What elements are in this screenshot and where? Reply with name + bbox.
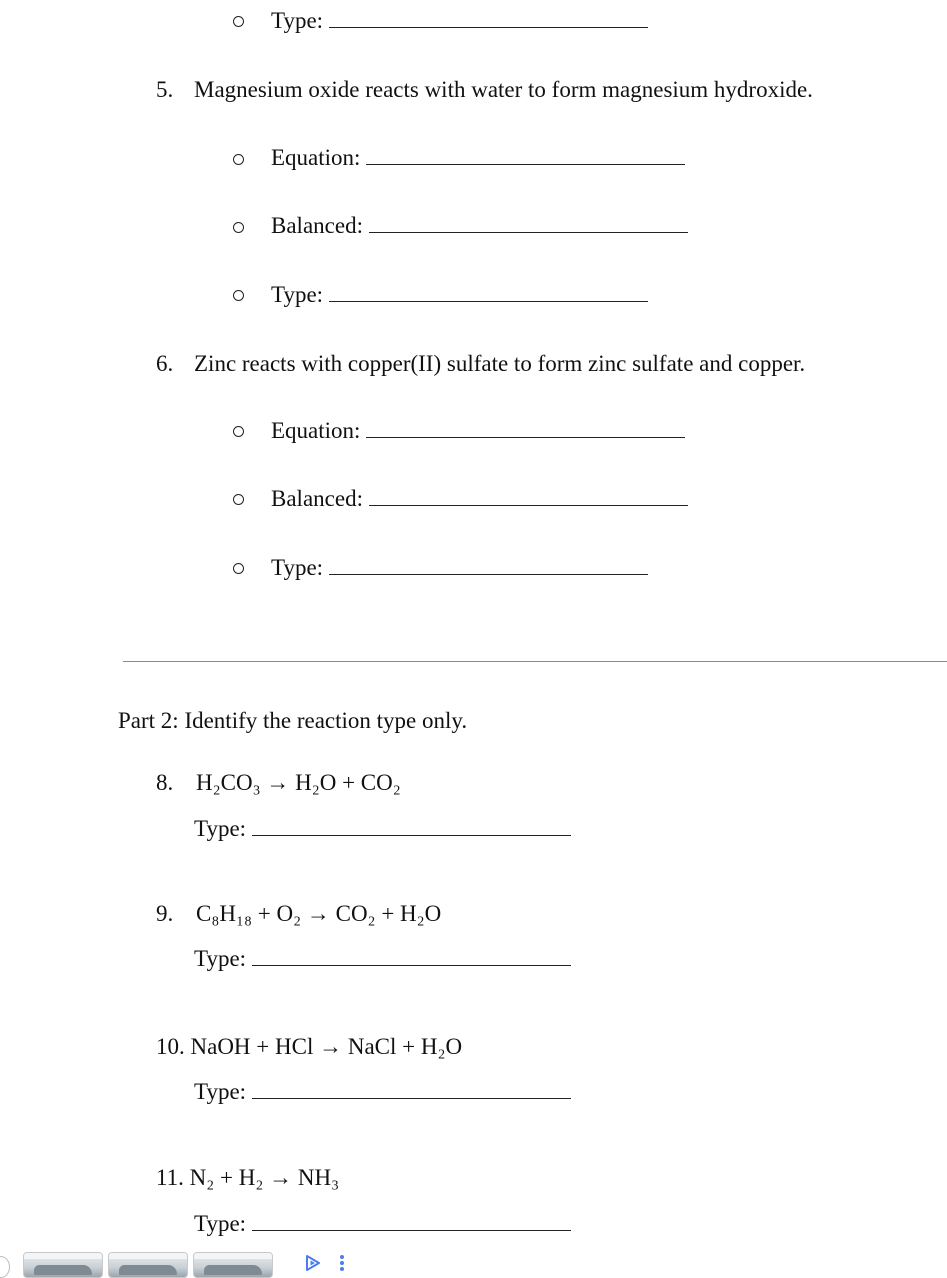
more-vertical-icon[interactable] bbox=[338, 1254, 346, 1272]
bullet-icon bbox=[233, 154, 244, 165]
type-label: Type: bbox=[271, 555, 324, 580]
question-number: 5. bbox=[156, 77, 174, 102]
answer-blank[interactable] bbox=[369, 232, 688, 233]
question-number: 8. bbox=[156, 770, 174, 795]
reaction-equation: N₂ + H₂ → NH₃ bbox=[189, 1165, 340, 1190]
question-11 bbox=[156, 1166, 339, 1189]
balanced-label: Balanced: bbox=[271, 213, 363, 238]
type-label: Type: bbox=[194, 816, 247, 841]
ad-thumbnail[interactable] bbox=[193, 1252, 273, 1278]
bullet-icon bbox=[233, 426, 244, 437]
q6-equation-line bbox=[271, 419, 685, 442]
answer-blank[interactable] bbox=[329, 27, 648, 28]
answer-blank[interactable] bbox=[369, 505, 688, 506]
q8-type-line bbox=[194, 817, 571, 840]
question-number: 10. bbox=[156, 1034, 185, 1059]
question-number: 6. bbox=[156, 351, 174, 376]
answer-blank[interactable] bbox=[252, 835, 571, 836]
type-label: Type: bbox=[194, 1211, 247, 1236]
ad-left-button[interactable] bbox=[0, 1256, 10, 1278]
type-label: Type: bbox=[271, 8, 324, 33]
bullet-icon bbox=[233, 563, 244, 574]
reaction-equation: H₂CO₃ → H₂O + CO₂ bbox=[196, 770, 401, 795]
question-number: 9. bbox=[156, 901, 174, 926]
ad-thumbnail[interactable] bbox=[23, 1252, 103, 1278]
bullet-icon bbox=[233, 222, 244, 233]
answer-blank[interactable] bbox=[366, 164, 685, 165]
question-prompt: Zinc reacts with copper(II) sulfate to form zinc sulfate and copper. bbox=[194, 351, 806, 376]
section-divider bbox=[123, 661, 947, 662]
q5-balanced-line bbox=[271, 214, 688, 237]
type-label: Type: bbox=[194, 946, 247, 971]
question-5 bbox=[156, 78, 813, 101]
answer-blank[interactable] bbox=[329, 574, 648, 575]
q10-type-line bbox=[194, 1080, 571, 1103]
ad-thumbnail[interactable] bbox=[108, 1252, 188, 1278]
bullet-icon bbox=[233, 494, 244, 505]
q9-type-line bbox=[194, 947, 571, 970]
bullet-icon bbox=[233, 290, 244, 301]
q6-type-line bbox=[271, 556, 648, 579]
equation-label: Equation: bbox=[271, 145, 361, 170]
answer-blank[interactable] bbox=[252, 1098, 571, 1099]
question-9 bbox=[156, 902, 441, 925]
play-triangle-icon[interactable] bbox=[304, 1254, 322, 1272]
question-prompt: Magnesium oxide reacts with water to form magnesium hydroxide. bbox=[194, 77, 813, 102]
reaction-equation: C₈H₁₈ + O₂ → CO₂ + H₂O bbox=[196, 901, 442, 926]
answer-blank[interactable] bbox=[252, 965, 571, 966]
q6-balanced-line bbox=[271, 487, 688, 510]
question-6 bbox=[156, 352, 805, 375]
type-label: Type: bbox=[271, 282, 324, 307]
question-8 bbox=[156, 771, 401, 794]
answer-blank[interactable] bbox=[329, 301, 648, 302]
q5-type-line bbox=[271, 283, 648, 306]
q11-type-line bbox=[194, 1212, 571, 1235]
equation-label: Equation: bbox=[271, 418, 361, 443]
q5-equation-line bbox=[271, 146, 685, 169]
type-label: Type: bbox=[194, 1079, 247, 1104]
top-type-line bbox=[271, 9, 648, 32]
part2-heading: Part 2: Identify the reaction type only. bbox=[118, 708, 468, 733]
question-number: 11. bbox=[156, 1165, 184, 1190]
answer-blank[interactable] bbox=[252, 1230, 571, 1231]
reaction-equation: NaOH + HCl → NaCl + H₂O bbox=[190, 1034, 463, 1059]
bullet-icon bbox=[233, 16, 244, 27]
balanced-label: Balanced: bbox=[271, 486, 363, 511]
question-10 bbox=[156, 1035, 462, 1058]
answer-blank[interactable] bbox=[366, 437, 685, 438]
